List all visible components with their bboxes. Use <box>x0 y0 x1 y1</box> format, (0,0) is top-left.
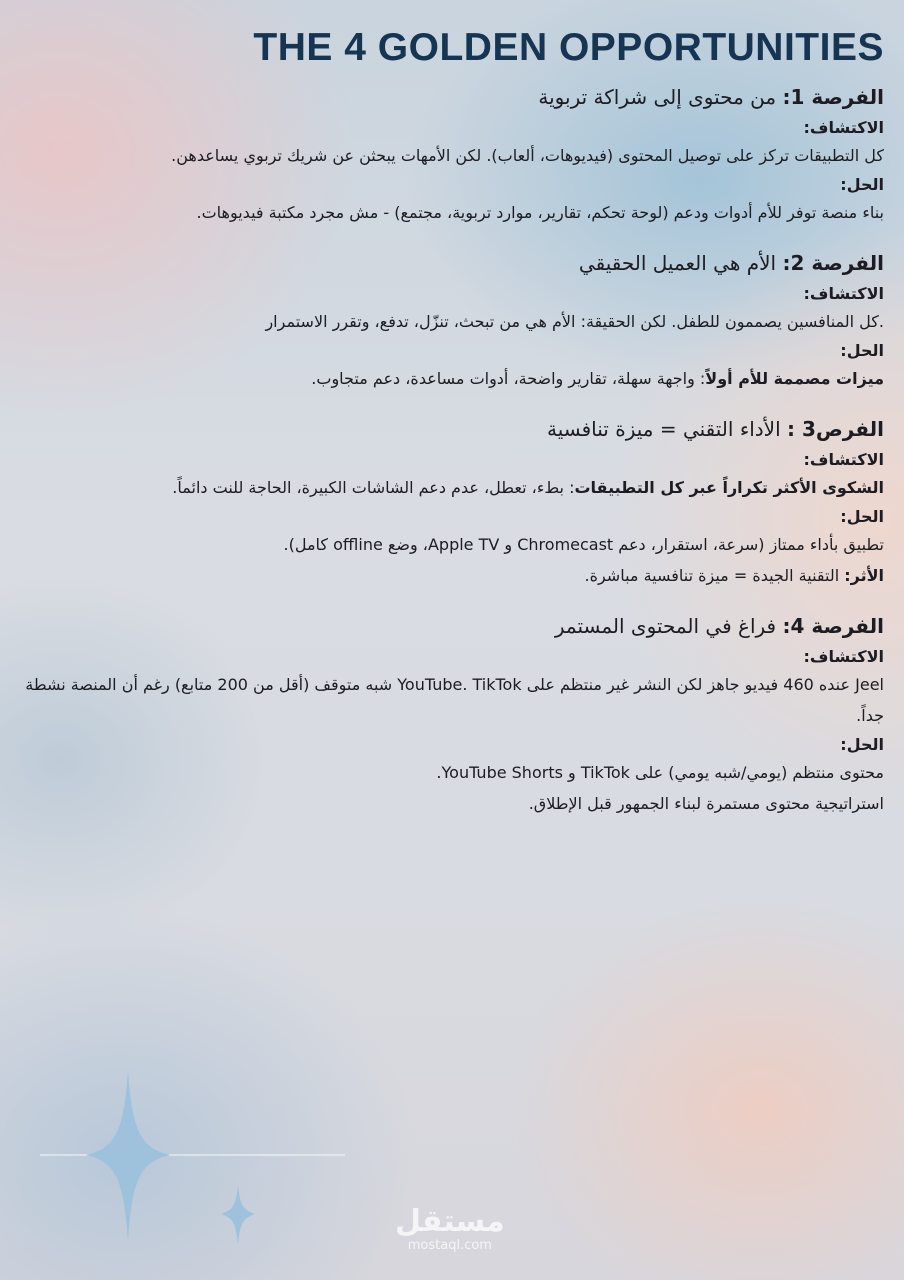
sparkle-decoration <box>0 1060 360 1280</box>
solution-label: الحل: <box>840 341 884 360</box>
effect-detail: التقنية الجيدة = ميزة تنافسية مباشرة. <box>584 566 845 585</box>
effect-label: الأثر: <box>844 566 884 585</box>
opportunity-heading <box>14 611 884 641</box>
watermark <box>395 1205 505 1253</box>
watermark-logo: مستقل <box>395 1204 505 1239</box>
opportunities-list <box>14 82 884 839</box>
solution-label: الحل: <box>840 735 884 754</box>
solution-text: تطبيق بأداء ممتاز (سرعة، استقرار، دعم Chromecast و Apple TV، وضع offline كامل). <box>283 535 884 554</box>
opportunity-heading <box>14 82 884 112</box>
discovery-detail: : بطء، تعطل، عدم دعم الشاشات الكبيرة، الحاجة للنت دائماً. <box>172 478 575 497</box>
opportunity-title: الأداء التقني = ميزة تنافسية <box>547 417 787 441</box>
effect-text <box>14 560 884 591</box>
opportunity-heading <box>14 414 884 444</box>
discovery-text: .كل المنافسين يصممون للطفل. لكن الحقيقة: الأم هي من تبحث، تنزّل، تدفع، وتقرر الاستمرار <box>265 312 884 331</box>
discovery-label: الاكتشاف: <box>803 284 884 303</box>
discovery-label: الاكتشاف: <box>803 118 884 137</box>
large-star-icon <box>86 1070 170 1242</box>
discovery-text: كل التطبيقات تركز على توصيل المحتوى (فيديوهات، ألعاب). لكن الأمهات يبحثن عن شريك تربوي يساعدهن. <box>171 146 884 165</box>
discovery-emphasis: الشكوى الأكثر تكراراً عبر كل التطبيقات <box>574 478 884 497</box>
opportunity-number: الفرصة 4: <box>782 614 884 638</box>
solution-line-2: استراتيجية محتوى مستمرة لبناء الجمهور قبل الإطلاق. <box>528 794 884 813</box>
opportunity-title: فراغ في المحتوى المستمر <box>554 614 783 638</box>
discovery-label: الاكتشاف: <box>803 450 884 469</box>
solution-emphasis: ميزات مصممة للأم أولاً <box>705 369 884 388</box>
opportunity-3 <box>14 414 884 591</box>
solution-text <box>14 363 884 394</box>
opportunity-title: الأم هي العميل الحقيقي <box>578 251 783 275</box>
small-star-icon <box>221 1185 255 1245</box>
opportunity-4 <box>14 611 884 819</box>
solution-line-1: محتوى منتظم (يومي/شبه يومي) على TikTok و YouTube Shorts. <box>436 763 884 782</box>
discovery-label: الاكتشاف: <box>803 647 884 666</box>
watermark-url: mostaql.com <box>407 1238 492 1253</box>
discovery-text: Jeel عنده 460 فيديو جاهز لكن النشر غير منتظم على YouTube. TikTok شبه متوقف (أقل من 200 متابع) رغم أن المنصة نشطة جداً. <box>25 675 884 725</box>
solution-text: بناء منصة توفر للأم أدوات ودعم (لوحة تحكم، تقارير، موارد تربوية، مجتمع) - مش مجرد مكتبة فيديوهات. <box>196 203 884 222</box>
solution-label: الحل: <box>840 507 884 526</box>
page-title: THE 4 GOLDEN OPPORTUNITIES <box>253 26 884 69</box>
opportunity-1 <box>14 82 884 228</box>
opportunity-number: الفرصة 1: <box>782 85 884 109</box>
opportunity-heading <box>14 248 884 278</box>
opportunity-number: الفرص3 : <box>787 417 884 441</box>
solution-detail: : واجهة سهلة، تقارير واضحة، أدوات مساعدة، دعم متجاوب. <box>311 369 706 388</box>
opportunity-2 <box>14 248 884 394</box>
discovery-text <box>14 472 884 503</box>
solution-label: الحل: <box>840 175 884 194</box>
opportunity-number: الفرصة 2: <box>782 251 884 275</box>
opportunity-title: من محتوى إلى شراكة تربوية <box>538 85 783 109</box>
